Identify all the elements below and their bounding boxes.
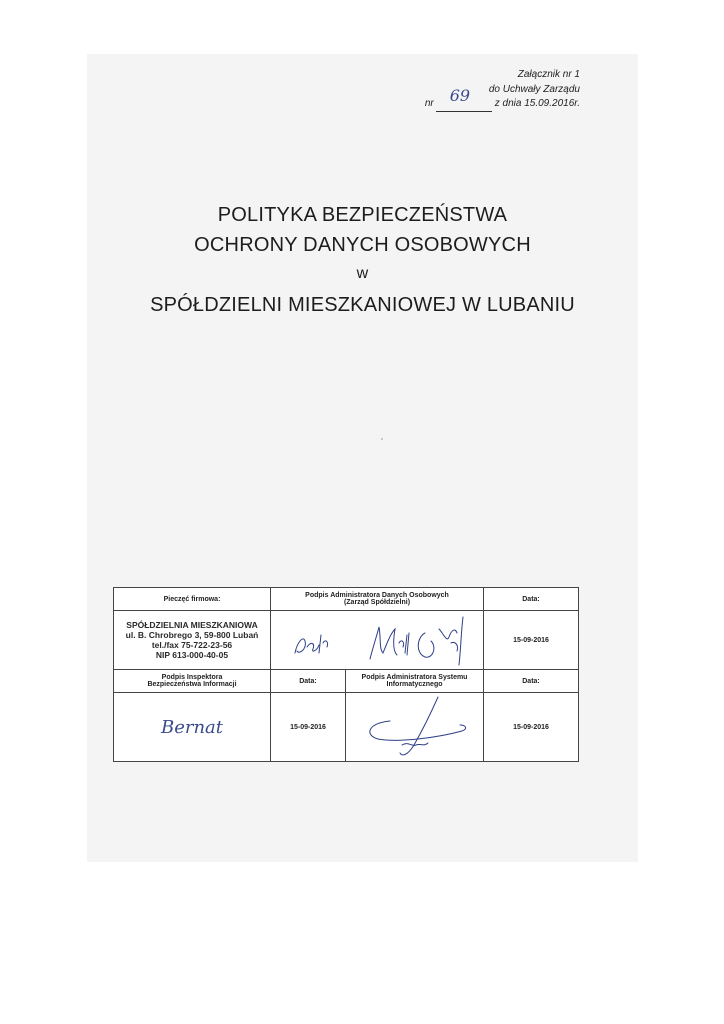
- annex-nr-handwritten: 69: [449, 85, 471, 105]
- inspector-signature-header: [114, 670, 271, 693]
- date-header-2: Data:: [271, 670, 346, 693]
- sysadmin-header-line-1: Podpis Administratora Systemu: [361, 674, 468, 681]
- annex-nr-field: [436, 85, 492, 112]
- annex-line-1: Załącznik nr 1: [517, 69, 580, 80]
- document-title: [87, 200, 638, 322]
- sysadmin-header-line-2: Informatycznego: [386, 681, 443, 688]
- admin-signatures: [271, 611, 484, 670]
- stamp-line-3: tel./fax 75-722-23-56: [151, 640, 233, 650]
- admin-date: 15-09-2016: [484, 611, 579, 670]
- sysadmin-signature-scribble: [350, 695, 480, 759]
- sysadmin-signature-header: [346, 670, 484, 693]
- annex-line-2: do Uchwały Zarządu: [488, 83, 580, 95]
- title-line-2: OCHRONY DANYCH OSOBOWYCH: [194, 234, 531, 256]
- date-header-3: Data:: [484, 670, 579, 693]
- title-line-3: w: [356, 265, 369, 282]
- admin-signature-scribbles: [275, 613, 480, 667]
- inspector-date: 15-09-2016: [271, 693, 346, 762]
- annex-nr-prefix: nr: [424, 98, 434, 109]
- scan-speck: [381, 438, 383, 440]
- admin-header-line-2: (Zarząd Spółdzielni): [343, 599, 411, 606]
- date-header-1: Data:: [484, 588, 579, 611]
- stamp-line-4: NIP 613-000-40-05: [155, 650, 229, 660]
- company-stamp: [114, 611, 271, 670]
- stamp-line-1: SPÓŁDZIELNIA MIESZKANIOWA: [126, 620, 258, 630]
- sysadmin-signature: [346, 693, 484, 762]
- title-line-4: SPÓŁDZIELNI MIESZKANIOWEJ W LUBANIU: [150, 294, 575, 316]
- sysadmin-date: 15-09-2016: [484, 693, 579, 762]
- title-line-1: POLITYKA BEZPIECZEŃSTWA: [217, 204, 508, 226]
- annex-reference: [425, 68, 580, 112]
- stamp-header: Pieczęć firmowa:: [114, 588, 271, 611]
- annex-date: z dnia 15.09.2016r.: [494, 98, 580, 109]
- inspector-signature-text: Bernat: [160, 716, 224, 738]
- inspector-header-line-2: Bezpieczeństwa Informacji: [147, 681, 237, 688]
- document-page: [87, 54, 638, 862]
- inspector-signature: [114, 693, 271, 762]
- admin-signature-header: [271, 588, 484, 611]
- approval-table: [113, 587, 579, 762]
- inspector-header-line-1: Podpis Inspektora: [161, 674, 223, 681]
- admin-header-line-1: Podpis Administratora Danych Osobowych: [305, 592, 449, 599]
- stamp-line-2: ul. B. Chrobrego 3, 59-800 Lubań: [125, 630, 259, 640]
